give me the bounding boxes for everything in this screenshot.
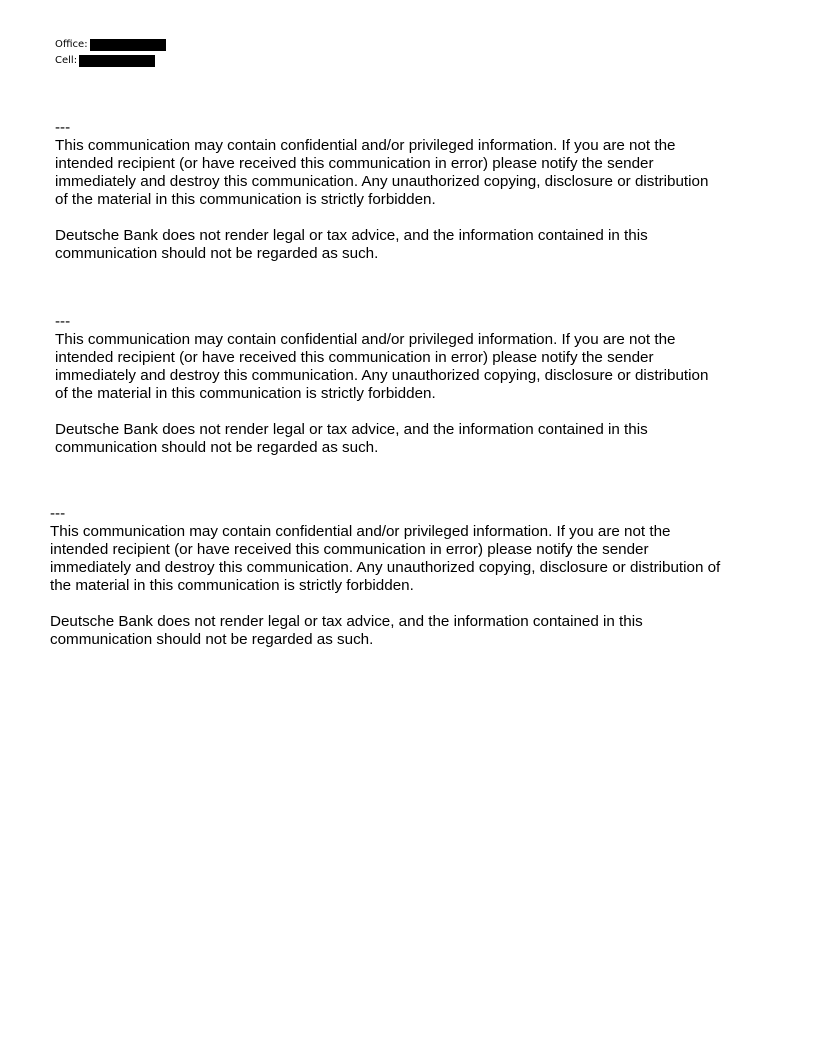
advice-line: Deutsche Bank does not render legal or tax advice, and the information contained in this bbox=[55, 227, 648, 244]
advice-line: communication should not be regarded as such. bbox=[55, 439, 379, 456]
confidentiality-line: of the material in this communication is strictly forbidden. bbox=[55, 191, 436, 208]
confidentiality-line: intended recipient (or have received this communication in error) please notify the sender bbox=[55, 155, 654, 172]
confidentiality-line: of the material in this communication is strictly forbidden. bbox=[55, 385, 436, 402]
confidentiality-line: immediately and destroy this communication. Any unauthorized copying, disclosure or distribution bbox=[55, 367, 709, 384]
confidentiality-line: intended recipient (or have received this communication in error) please notify the sender bbox=[55, 349, 654, 366]
disclaimer-block-2 bbox=[55, 313, 708, 457]
confidentiality-line: This communication may contain confidential and/or privileged information. If you are not the bbox=[55, 331, 676, 348]
confidentiality-line: immediately and destroy this communication. Any unauthorized copying, disclosure or distribution bbox=[55, 173, 709, 190]
separator: --- bbox=[50, 505, 66, 522]
confidentiality-line: This communication may contain confidential and/or privileged information. If you are not the bbox=[50, 523, 671, 540]
confidentiality-line: This communication may contain confidential and/or privileged information. If you are not the bbox=[55, 137, 676, 154]
cell-number-redaction bbox=[79, 55, 155, 67]
office-row bbox=[55, 37, 166, 53]
advice-line: Deutsche Bank does not render legal or tax advice, and the information contained in this bbox=[55, 421, 648, 438]
office-label: Office: bbox=[55, 39, 88, 50]
paragraph-gap bbox=[55, 209, 708, 227]
cell-label: Cell: bbox=[55, 55, 78, 66]
cell-row bbox=[55, 53, 166, 69]
advice-line: communication should not be regarded as such. bbox=[50, 631, 374, 648]
confidentiality-line: the material in this communication is strictly forbidden. bbox=[50, 577, 414, 594]
separator: --- bbox=[55, 313, 71, 330]
advice-line: communication should not be regarded as such. bbox=[55, 245, 379, 262]
disclaimer-block-3 bbox=[50, 505, 720, 649]
confidentiality-line: immediately and destroy this communication. Any unauthorized copying, disclosure or distribution of bbox=[50, 559, 721, 576]
disclaimer-block-1 bbox=[55, 119, 708, 263]
paragraph-gap bbox=[55, 403, 708, 421]
paragraph-gap bbox=[50, 595, 720, 613]
office-number-redaction bbox=[90, 39, 166, 51]
advice-line: Deutsche Bank does not render legal or tax advice, and the information contained in this bbox=[50, 613, 643, 630]
confidentiality-line: intended recipient (or have received this communication in error) please notify the sender bbox=[50, 541, 649, 558]
separator: --- bbox=[55, 119, 71, 136]
contact-block bbox=[55, 37, 166, 69]
